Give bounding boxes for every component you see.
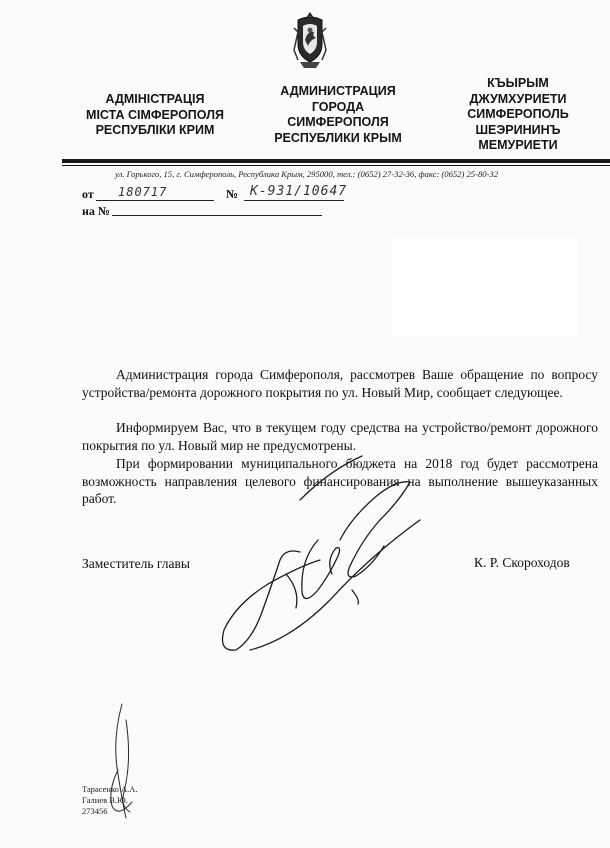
reference-label: на № [82, 204, 110, 218]
executor-info: Тарасенко А.А. Галиев В.Ю. 273456 [82, 784, 138, 816]
date-value: 180717 [118, 185, 168, 199]
date-label: от [82, 187, 94, 201]
body-paragraph-3: При формировании муниципального бюджета на 2018 год будет рассмотрена возможность направления целевого финансирования на выполнение вышеуказанных работ. [82, 456, 598, 506]
signatory-title: Заместитель главы [82, 556, 190, 571]
redacted-addressee [392, 238, 578, 336]
header-divider-thin [62, 165, 610, 166]
coat-of-arms-icon [290, 10, 330, 70]
date-underline [96, 200, 214, 201]
contact-line: ул. Горького, 15, г. Симферополь, Республика Крым, 295000, тел.: (0652) 27-32-36, факс: (0652) 25-80-32 [115, 169, 498, 179]
reference-underline [112, 215, 322, 216]
header-ukrainian: АДМІНІСТРАЦІЯ МІСТА СІМФЕРОПОЛЯ РЕСПУБЛІКИ КРИМ [86, 92, 224, 137]
header-russian: АДМИНИСТРАЦИЯ ГОРОДА СИМФЕРОПОЛЯ РЕСПУБЛИКИ КРЫМ [274, 84, 402, 145]
body-paragraph-2: Информируем Вас, что в текущем году средства на устройство/ремонт дорожного покрытия по ул. Новый мир не предусмотрены. [82, 420, 598, 453]
header-divider-thick [62, 159, 610, 163]
number-label: № [226, 187, 239, 201]
signatory-name: К. Р. Скороходов [474, 555, 570, 570]
body-paragraph-1: Администрация города Симферополя, рассмотрев Ваше обращение по вопросу устройства/ремонта дорожного покрытия по ул. Новый Мир, сообщает следующее. [82, 367, 598, 400]
number-value: K-931/10647 [250, 184, 348, 199]
number-underline [244, 200, 344, 201]
header-crimean-tatar: КЪЫРЫМ ДЖУМХУРИЕТИ СИМФЕРОПОЛЬ ШЕЭРИНИНЪ МЕМУРИЕТИ [467, 76, 569, 152]
